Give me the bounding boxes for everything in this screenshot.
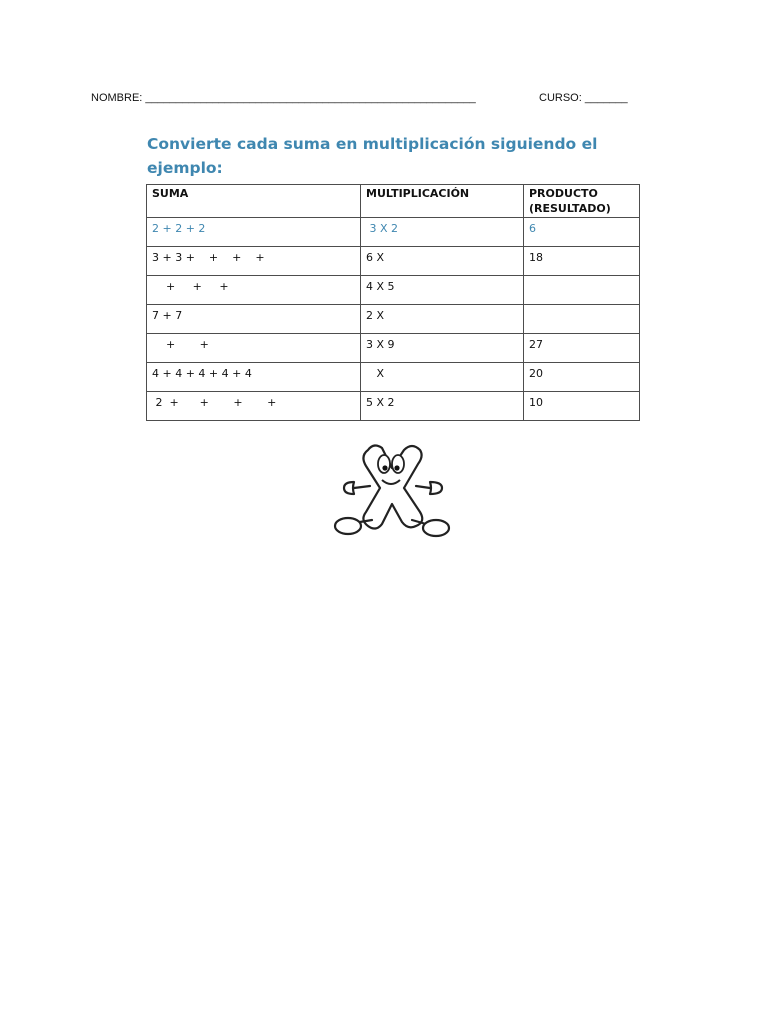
- cell-producto: 20: [524, 363, 640, 392]
- table-row-example: [147, 218, 640, 247]
- cell-producto: 10: [524, 392, 640, 421]
- cell-multiplicacion: X: [361, 363, 524, 392]
- header-multiplicacion: MULTIPLICACIÓN: [361, 185, 524, 218]
- cell-multiplicacion: 4 X 5: [361, 276, 524, 305]
- table-row: [147, 392, 640, 421]
- cell-producto: [524, 276, 640, 305]
- cell-suma: 7 + 7: [147, 305, 361, 334]
- cell-suma: 3 + 3 + + + +: [147, 247, 361, 276]
- cell-multiplicacion: 3 X 9: [361, 334, 524, 363]
- header-line: [91, 92, 651, 110]
- nombre-field: NOMBRE: ______________________________________________________: [91, 92, 476, 104]
- cell-producto: 27: [524, 334, 640, 363]
- cell-producto: 6: [524, 218, 640, 247]
- cell-multiplicacion: 3 X 2: [361, 218, 524, 247]
- table-header-row: [147, 185, 640, 218]
- cell-suma: + +: [147, 334, 361, 363]
- cell-producto: 18: [524, 247, 640, 276]
- cell-multiplicacion: 5 X 2: [361, 392, 524, 421]
- header-suma: SUMA: [147, 185, 361, 218]
- table-row: [147, 363, 640, 392]
- cell-suma: 2 + 2 + 2: [147, 218, 361, 247]
- cell-producto: [524, 305, 640, 334]
- cell-multiplicacion: 2 X: [361, 305, 524, 334]
- header-producto: PRODUCTO (RESULTADO): [524, 185, 640, 218]
- table-row: [147, 247, 640, 276]
- table-row: [147, 334, 640, 363]
- cell-suma: 4 + 4 + 4 + 4 + 4: [147, 363, 361, 392]
- cell-suma: 2 + + + +: [147, 392, 361, 421]
- table-row: [147, 276, 640, 305]
- multiplication-sign-cartoon-icon: [330, 438, 454, 542]
- table-row: [147, 305, 640, 334]
- cell-suma: + + +: [147, 276, 361, 305]
- exercise-title: Convierte cada suma en multiplicación siguiendo el ejemplo:: [147, 135, 598, 177]
- curso-field: CURSO: _______: [539, 92, 628, 104]
- exercise-table: [146, 184, 640, 421]
- cell-multiplicacion: 6 X: [361, 247, 524, 276]
